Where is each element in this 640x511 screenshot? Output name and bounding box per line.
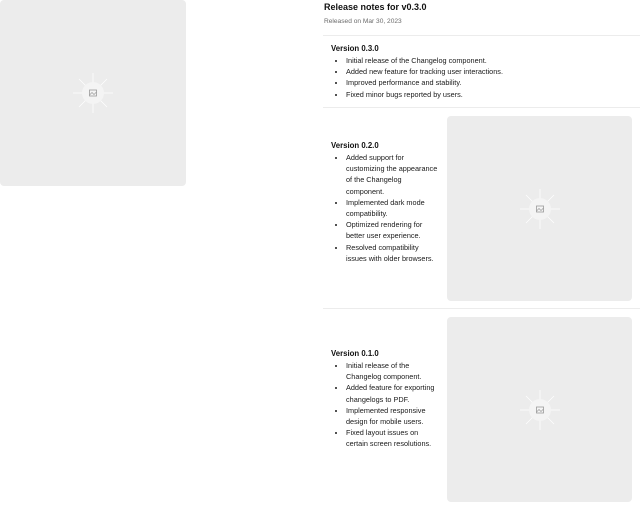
list-item: • Initial release of the Changelog component. [346,55,640,66]
entry-image-placeholder [447,116,632,301]
list-item: • Added feature for exporting changelogs to PDF. [346,382,441,404]
change-list [331,360,441,450]
list-item: • Initial release of the Changelog component. [346,360,441,382]
hero-image-placeholder [0,0,186,186]
version-heading: Version 0.2.0 [331,141,379,150]
image-placeholder-icon [518,187,562,231]
changelog-entry [323,35,640,107]
image-placeholder-icon [71,71,115,115]
list-item: • Resolved compatibility issues with older browsers. [346,242,441,264]
change-list [331,152,441,264]
list-item: • Fixed layout issues on certain screen resolutions. [346,427,441,449]
list-item: • Improved performance and stability. [346,77,640,88]
changelog-entry [323,107,640,308]
release-date: Released on Mar 30, 2023 [324,18,402,25]
list-item: • Added support for customizing the appearance of the Changelog component. [346,152,441,197]
list-item: • Added new feature for tracking user interactions. [346,66,640,77]
entry-image-placeholder [447,317,632,502]
change-list [331,55,640,100]
list-item: • Implemented responsive design for mobile users. [346,405,441,427]
changelog-panel [323,0,640,510]
version-heading: Version 0.3.0 [331,44,379,53]
list-item: • Fixed minor bugs reported by users. [346,89,640,100]
page-title: Release notes for v0.3.0 [324,2,427,12]
version-heading: Version 0.1.0 [331,349,379,358]
changelog-entry [323,308,640,511]
image-placeholder-icon [518,388,562,432]
list-item: • Optimized rendering for better user experience. [346,219,441,241]
list-item: • Implemented dark mode compatibility. [346,197,441,219]
